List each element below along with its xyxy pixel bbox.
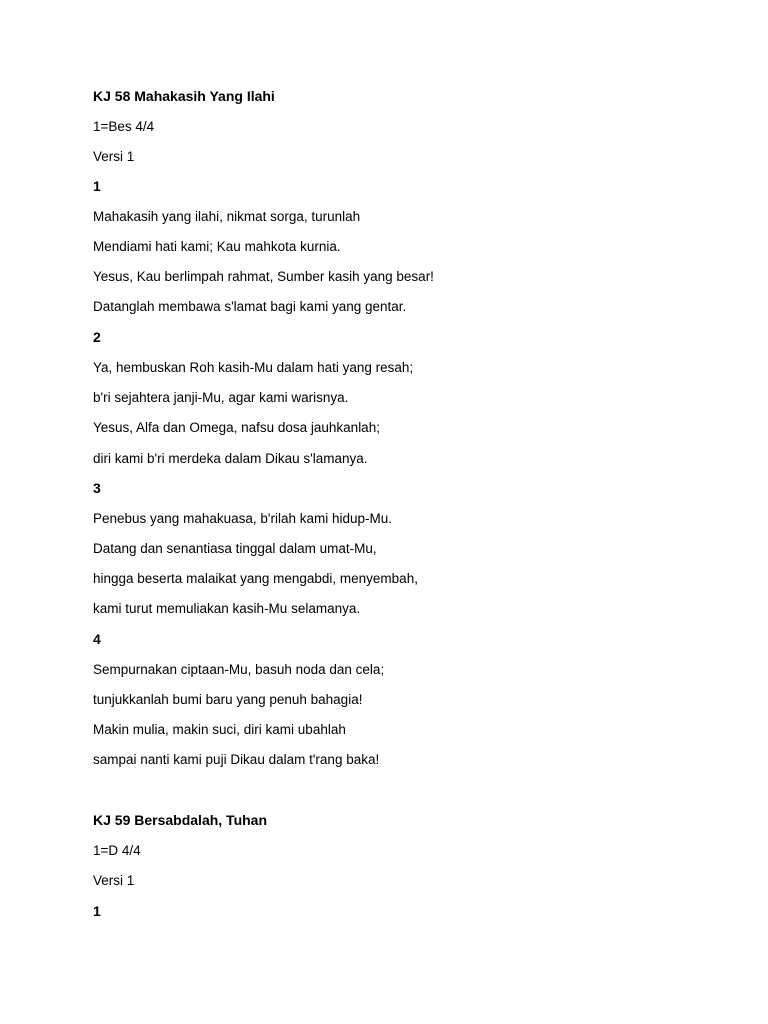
song-key: 1=D 4/4	[93, 843, 141, 858]
verse-number: 3	[93, 480, 101, 496]
verse-line: Yesus, Alfa dan Omega, nafsu dosa jauhkanlah;	[93, 420, 380, 435]
verse-line: tunjukkanlah bumi baru yang penuh bahagia!	[93, 692, 363, 707]
verse-line: Ya, hembuskan Roh kasih-Mu dalam hati yang resah;	[93, 360, 414, 375]
verse-line: Yesus, Kau berlimpah rahmat, Sumber kasih yang besar!	[93, 269, 434, 284]
song-version: Versi 1	[93, 873, 135, 888]
verse-line: Makin mulia, makin suci, diri kami ubahlah	[93, 722, 346, 737]
verse-number: 1	[93, 178, 101, 194]
verse-line: hingga beserta malaikat yang mengabdi, menyembah,	[93, 571, 418, 586]
verse-line: diri kami b'ri merdeka dalam Dikau s'lamanya.	[93, 451, 368, 466]
verse-line: Mendiami hati kami; Kau mahkota kurnia.	[93, 239, 341, 254]
verse-line: Datanglah membawa s'lamat bagi kami yang gentar.	[93, 299, 407, 314]
verse-number: 1	[93, 903, 101, 919]
song-version: Versi 1	[93, 149, 135, 164]
song-title: KJ 58 Mahakasih Yang Ilahi	[93, 88, 275, 104]
verse-line: b'ri sejahtera janji-Mu, agar kami warisnya.	[93, 390, 349, 405]
verse-line: Sempurnakan ciptaan-Mu, basuh noda dan cela;	[93, 662, 385, 677]
verse-line: Mahakasih yang ilahi, nikmat sorga, turunlah	[93, 209, 361, 224]
verse-line: sampai nanti kami puji Dikau dalam t'rang baka!	[93, 752, 380, 767]
verse-number: 4	[93, 631, 101, 647]
song-title: KJ 59 Bersabdalah, Tuhan	[93, 812, 268, 828]
song-key: 1=Bes 4/4	[93, 119, 155, 134]
verse-line: Datang dan senantiasa tinggal dalam umat-Mu,	[93, 541, 377, 556]
verse-line: kami turut memuliakan kasih-Mu selamanya.	[93, 601, 361, 616]
verse-line: Penebus yang mahakuasa, b'rilah kami hidup-Mu.	[93, 511, 392, 526]
verse-number: 2	[93, 329, 101, 345]
